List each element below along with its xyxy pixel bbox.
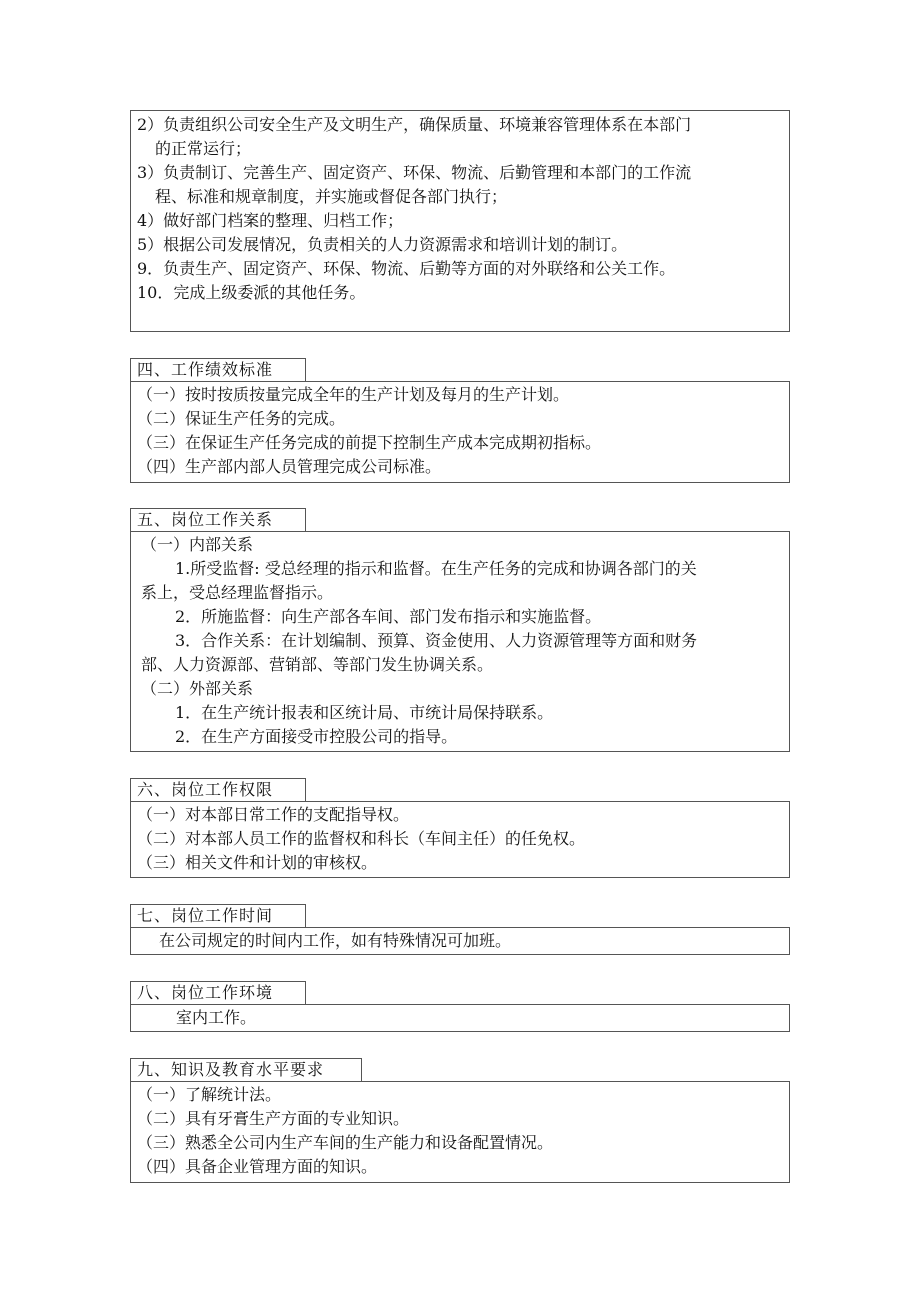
s4-item-1: （一）按时按质按量完成全年的生产计划及每月的生产计划。 [137, 385, 570, 404]
resp-item-2-cont: 的正常运行； [155, 139, 252, 158]
s5-external-1: 1．在生产统计报表和区统计局、市统计局保持联系。 [175, 703, 554, 722]
s4-item-3: （三）在保证生产任务完成的前提下控制生产成本完成期初指标。 [137, 433, 602, 452]
section-7-title: 七、岗位工作时间 [130, 904, 306, 928]
resp-item-2: 2）负责组织公司安全生产及文明生产，确保质量、环境兼容管理体系在本部门 [137, 115, 692, 134]
s5-external-2: 2．在生产方面接受市控股公司的指导。 [175, 727, 458, 746]
s7-text: 在公司规定的时间内工作，如有特殊情况可加班。 [159, 931, 512, 950]
section-5-box [130, 531, 790, 752]
section-7-box [130, 927, 790, 955]
s8-text: 室内工作。 [176, 1008, 257, 1027]
s5-internal-1-cont: 系上，受总经理监督指示。 [141, 583, 334, 602]
s9-item-1: （一）了解统计法。 [137, 1085, 282, 1104]
s4-item-4: （四）生产部内部人员管理完成公司标准。 [137, 457, 442, 476]
s6-item-2: （二）对本部人员工作的监督权和科长（车间主任）的任免权。 [137, 829, 586, 848]
s5-internal-2: 2．所施监督：向生产部各车间、部门发布指示和实施监督。 [175, 607, 602, 626]
s5-external-heading: （二）外部关系 [141, 679, 254, 698]
section-9-title: 九、知识及教育水平要求 [130, 1058, 362, 1082]
section-5-title: 五、岗位工作关系 [130, 508, 306, 532]
section-9-box [130, 1081, 790, 1183]
section-8-box [130, 1004, 790, 1032]
section-6-title: 六、岗位工作权限 [130, 778, 306, 802]
resp-item-3-cont: 程、标准和规章制度，并实施或督促各部门执行； [155, 187, 508, 206]
s9-item-2: （二）具有牙膏生产方面的专业知识。 [137, 1109, 410, 1128]
section-4-box [130, 381, 790, 483]
resp-item-10: 10．完成上级委派的其他任务。 [137, 283, 366, 302]
s5-internal-3-cont: 部、人力资源部、营销部、等部门发生协调关系。 [141, 655, 494, 674]
resp-item-9: 9．负责生产、固定资产、环保、物流、后勤等方面的对外联络和公关工作。 [137, 259, 676, 278]
s5-internal-heading: （一）内部关系 [141, 535, 254, 554]
s9-item-3: （三）熟悉全公司内生产车间的生产能力和设备配置情况。 [137, 1133, 554, 1152]
resp-item-3: 3）负责制订、完善生产、固定资产、环保、物流、后勤管理和本部门的工作流 [137, 163, 692, 182]
s5-internal-1: 1.所受监督: 受总经理的指示和监督。在生产任务的完成和协调各部门的关 [175, 559, 697, 578]
s5-internal-3: 3．合作关系：在计划编制、预算、资金使用、人力资源管理等方面和财务 [175, 631, 698, 650]
s6-item-3: （三）相关文件和计划的审核权。 [137, 853, 378, 872]
section-6-box [130, 801, 790, 878]
s6-item-1: （一）对本部日常工作的支配指导权。 [137, 805, 410, 824]
section-8-title: 八、岗位工作环境 [130, 981, 306, 1005]
s9-item-4: （四）具备企业管理方面的知识。 [137, 1157, 378, 1176]
section-4-title: 四、工作绩效标准 [130, 358, 306, 382]
resp-item-5: 5）根据公司发展情况，负责相关的人力资源需求和培训计划的制订。 [137, 235, 628, 254]
responsibilities-box [130, 110, 790, 332]
resp-item-4: 4）做好部门档案的整理、归档工作； [137, 211, 404, 230]
s4-item-2: （二）保证生产任务的完成。 [137, 409, 346, 428]
